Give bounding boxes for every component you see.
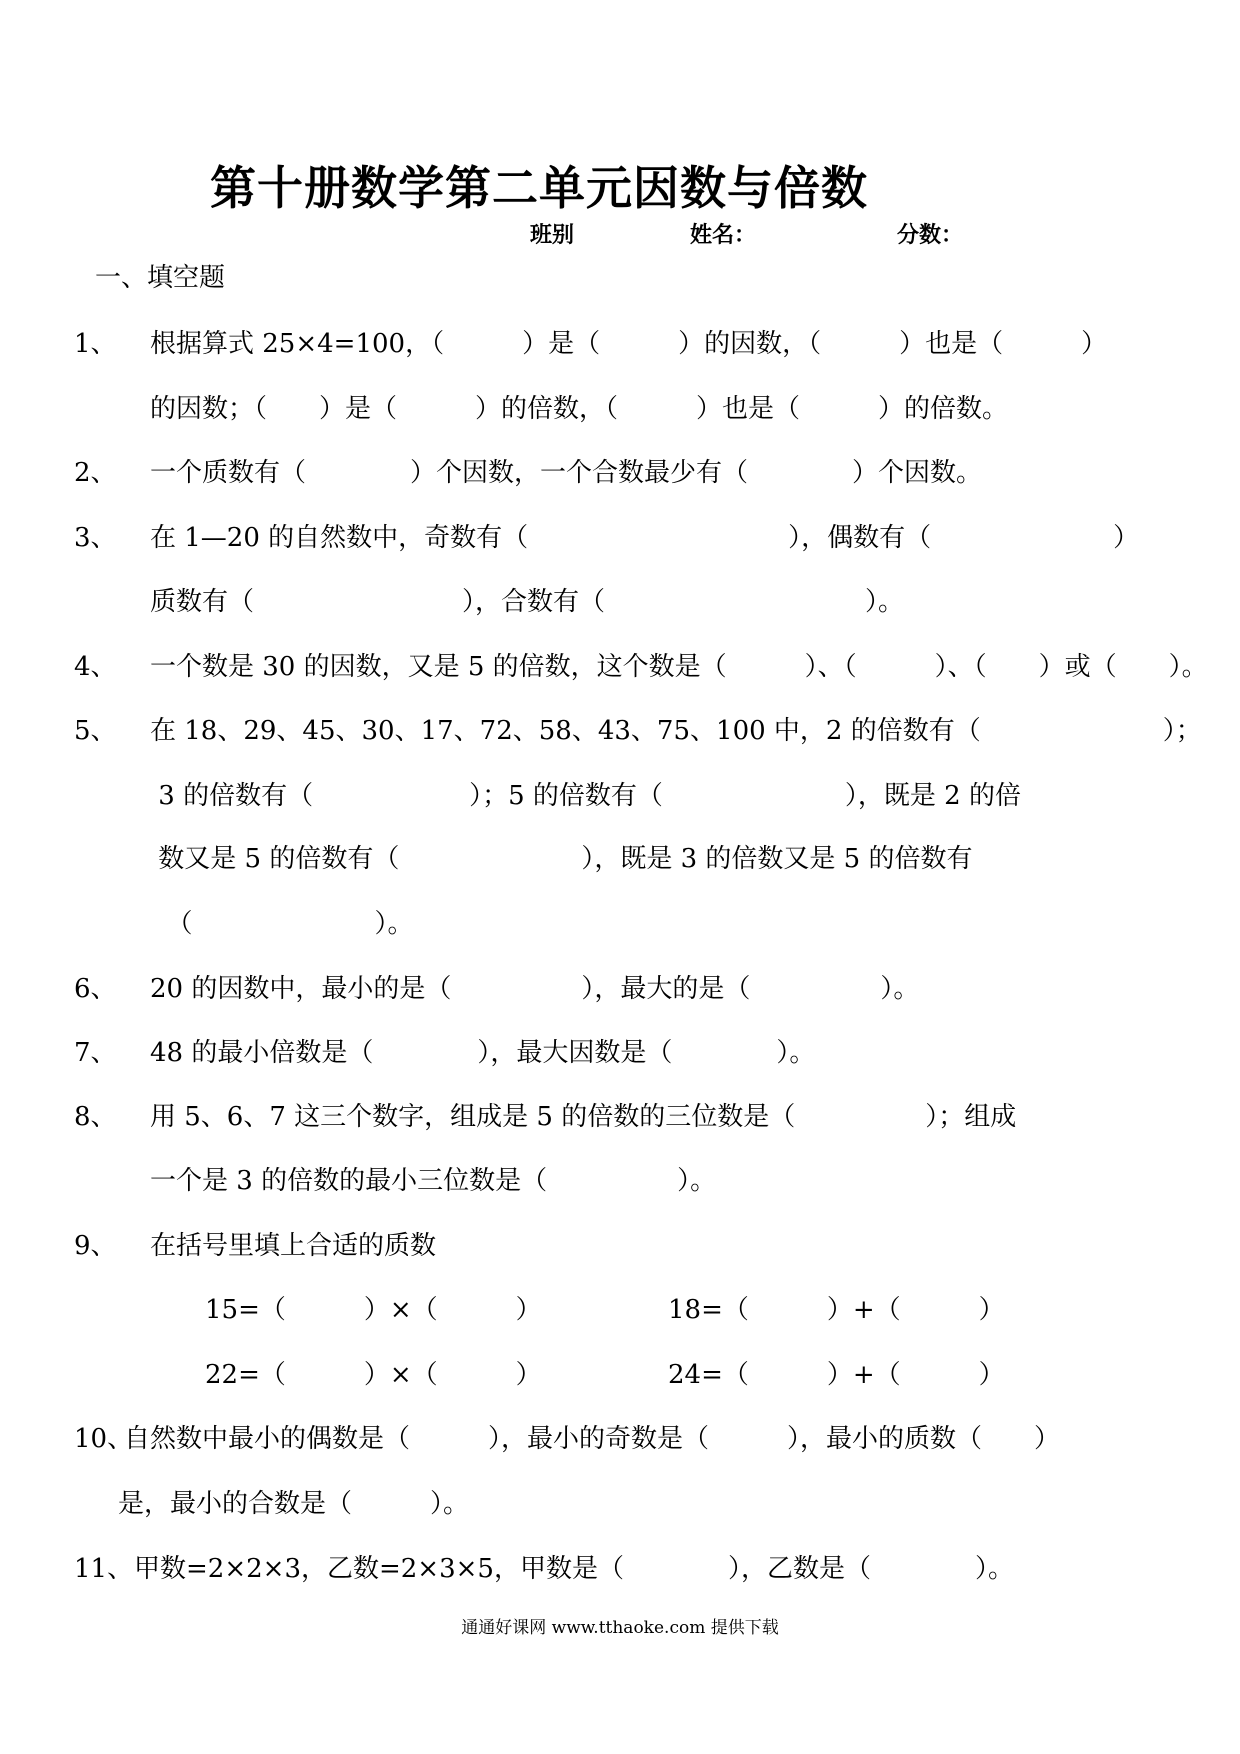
equation-18: 18=（ ）+（ ） (668, 1295, 1005, 1325)
question-number: 2、 (74, 458, 117, 488)
question-line: 一个质数有（ ）个因数，一个合数最少有（ ）个因数。 (150, 458, 983, 488)
question-line: 甲数=2×2×3，乙数=2×3×5，甲数是（ ），乙数是（ ）。 (134, 1554, 1014, 1584)
question-number: 4、 (74, 652, 117, 682)
question-number: 9、 (74, 1231, 117, 1261)
question-number: 6、 (74, 974, 117, 1004)
question-line: 的因数；（ ）是（ ）的倍数，（ ）也是（ ）的倍数。 (150, 394, 1009, 424)
question-line: 在 18、29、45、30、17、72、58、43、75、100 中，2 的倍数有（ ）； (150, 716, 1202, 746)
question-line: 质数有（ ），合数有（ ）。 (150, 587, 905, 617)
equation-24: 24=（ ）+（ ） (668, 1360, 1005, 1390)
class-label: 班别 (530, 223, 575, 248)
question-number: 5、 (74, 716, 117, 746)
question-number: 11、 (74, 1554, 134, 1584)
question-line: （ ）。 (150, 909, 414, 939)
question-line: 用 5、6、7 这三个数字，组成是 5 的倍数的三位数是（ ）；组成 (150, 1102, 1017, 1132)
question-number: 8、 (74, 1102, 117, 1132)
question-line: 在括号里填上合适的质数 (150, 1231, 437, 1261)
question-line: 是，最小的合数是（ ）。 (118, 1489, 470, 1519)
page-title: 第十册数学第二单元因数与倍数 (210, 161, 868, 215)
question-number: 7、 (74, 1038, 117, 1068)
name-label: 姓名： (690, 223, 757, 248)
question-line: 3 的倍数有（ ）；5 的倍数有（ ），既是 2 的倍 (150, 781, 1021, 811)
question-line: 一个是 3 的倍数的最小三位数是（ ）。 (150, 1166, 717, 1196)
question-number: 3、 (74, 523, 117, 553)
question-number: 1、 (74, 329, 117, 359)
question-line: 自然数中最小的偶数是（ ），最小的奇数是（ ），最小的质数（ ） (124, 1424, 1061, 1454)
question-line: 48 的最小倍数是（ ），最大因数是（ ）。 (150, 1038, 816, 1068)
equation-22: 22=（ ）×（ ） (205, 1360, 542, 1390)
question-line: 一个数是 30 的因数，又是 5 的倍数，这个数是（ ）、（ ）、（ ）或（ ）。 (150, 652, 1208, 682)
question-line: 根据算式 25×4=100，（ ）是（ ）的因数，（ ）也是（ ） (150, 329, 1108, 359)
score-label: 分数： (897, 223, 964, 248)
question-line: 20 的因数中，最小的是（ ），最大的是（ ）。 (150, 974, 920, 1004)
question-line: 在 1—20 的自然数中，奇数有（ ），偶数有（ ） (150, 523, 1140, 553)
section-heading: 一、填空题 (95, 263, 226, 293)
question-number: 10、 (74, 1424, 134, 1454)
equation-15: 15=（ ）×（ ） (205, 1295, 542, 1325)
footer-credit: 通通好课网 www.tthaoke.com 提供下载 (461, 1618, 779, 1638)
question-line: 数又是 5 的倍数有（ ），既是 3 的倍数又是 5 的倍数有 (150, 844, 973, 874)
